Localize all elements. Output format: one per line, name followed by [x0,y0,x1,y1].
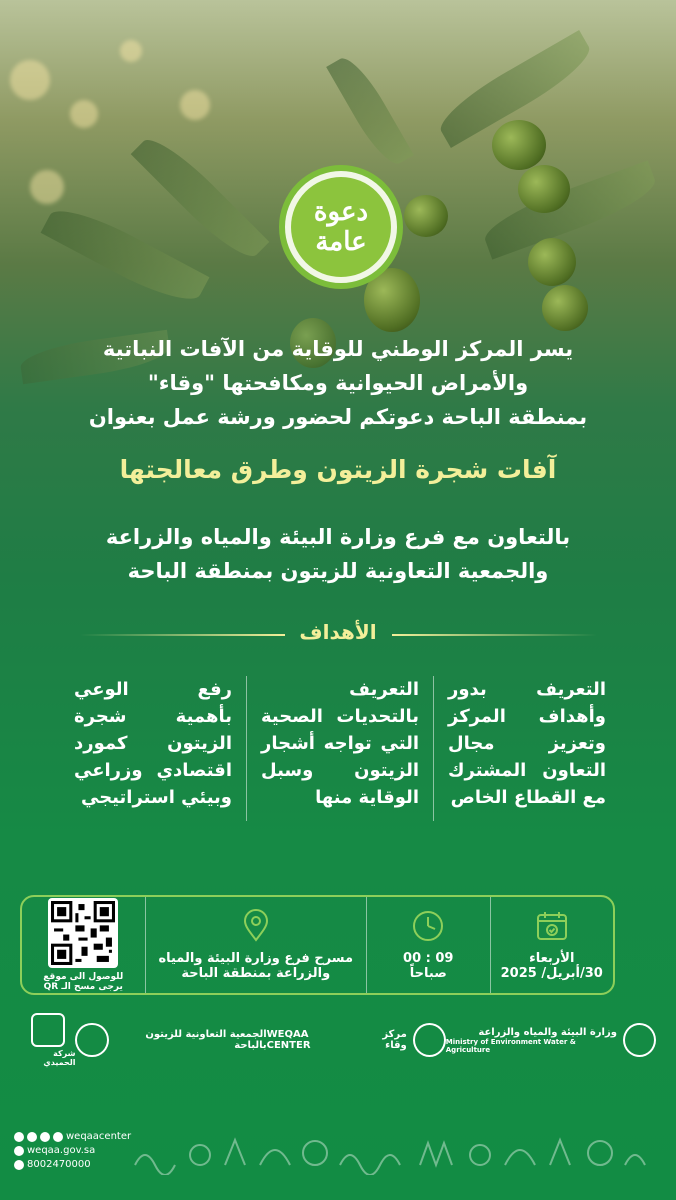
social-handle-row[interactable] [14,1130,131,1144]
weqaa-name-en: WEQAA CENTER [266,1029,311,1051]
objectives-list [60,676,620,821]
globe-icon [14,1146,24,1156]
bokeh-light [180,90,210,120]
intro-line3: بمنطقة الباحة دعوتكم لحضور ورشة عمل بعنوان [88,405,588,429]
phone-icon [14,1160,24,1170]
calendar-icon [535,909,569,943]
location-cell [146,897,368,993]
company-logo [20,1013,75,1067]
bokeh-light [30,170,64,204]
partners-line2: والجمعية التعاونية للزيتون بمنطقة الباحة [127,559,549,583]
bokeh-light [120,40,142,62]
event-day: الأربعاء [529,951,575,966]
phone-number: 8002470000 [27,1159,91,1170]
objectives-title: الأهداف [299,620,377,644]
company-name: شركة الحميدي [43,1049,76,1067]
palm-swords-icon [623,1023,656,1057]
intro-text [20,332,656,434]
instagram-icon [14,1132,24,1142]
coop-logo [75,1023,266,1057]
qr-caption-line1: للوصول الى موقع [43,972,124,982]
objective-item: التعريف بالتحديات الصحية التي تواجه أشجار الزيتون وسبل الوقاية منها [247,676,434,821]
weqaa-name-ar: مركز وقاء [382,1029,407,1051]
partners-text [20,520,656,588]
date-cell [491,897,614,993]
intro-line2: والأمراض الحيوانية ومكافحتها "وقاء" [147,371,529,395]
partners-line1: بالتعاون مع فرع وزارة البيئة والمياه والزراعة [105,525,571,549]
linkedin-icon [40,1132,50,1142]
social-footer [14,1130,131,1172]
olive-fruit [528,238,576,286]
location-line1: مسرح فرع وزارة البيئة والمياه [158,951,354,966]
location-qr-code[interactable] [48,898,118,968]
bokeh-light [70,100,98,128]
olive-fruit [404,195,448,237]
event-time: 09 : 00 [403,951,454,966]
badge-line1: دعوة [313,197,369,227]
website: weqaa.gov.sa [27,1145,96,1156]
olive-leaf [41,197,210,312]
ministry-name-ar: وزارة البيئة والمياه والزراعة [478,1026,617,1038]
bokeh-light [10,60,50,100]
youtube-icon [53,1132,63,1142]
phone-row[interactable] [14,1158,131,1172]
olive-leaf [479,160,662,259]
event-date: 30/أبريل/ 2025 [500,966,603,981]
olive-fruit [542,285,588,331]
location-line2: والزراعة بمنطقة الباحة [181,966,331,981]
decorative-pattern [130,1125,660,1175]
olive-branch-icon [75,1023,108,1057]
social-handle: weqaacenter [66,1131,132,1142]
ministry-name-en: Ministry of Environment Water & Agriculture [445,1037,576,1054]
event-info-bar [20,895,615,995]
qr-code-icon [51,901,115,965]
x-icon [27,1132,37,1142]
weqaa-emblem-icon [413,1023,446,1057]
company-emblem-icon [31,1013,65,1047]
invitation-badge [279,165,403,289]
olive-fruit [518,165,570,213]
location-pin-icon [239,909,273,943]
qr-caption-line2: يرجى مسح الـ QR [43,982,123,992]
intro-line1: يسر المركز الوطني للوقاية من الآفات النباتية [102,337,574,361]
partner-logos [20,1010,656,1070]
clock-icon [411,909,445,943]
coop-name: الجمعية التعاونية للزيتون بالباحة [145,1029,267,1051]
badge-line2: عامة [315,227,367,257]
qr-cell [22,897,146,993]
weqaa-logo [267,1023,446,1057]
ministry-logo [446,1023,656,1057]
time-cell [367,897,491,993]
olive-leaf [326,51,414,171]
olive-fruit [492,120,546,170]
objective-item: رفع الوعي بأهمية شجرة الزيتون كمورد اقتصادي وزراعي وبيئي استراتيجي [60,676,247,821]
workshop-title: آفات شجرة الزيتون وطرق معالجتها [119,455,557,484]
event-period: صباحاً [409,966,447,981]
website-row[interactable] [14,1144,131,1158]
objective-item: التعريف بدور وأهداف المركز وتعزيز مجال التعاون المشترك مع القطاع الخاص [448,679,606,808]
